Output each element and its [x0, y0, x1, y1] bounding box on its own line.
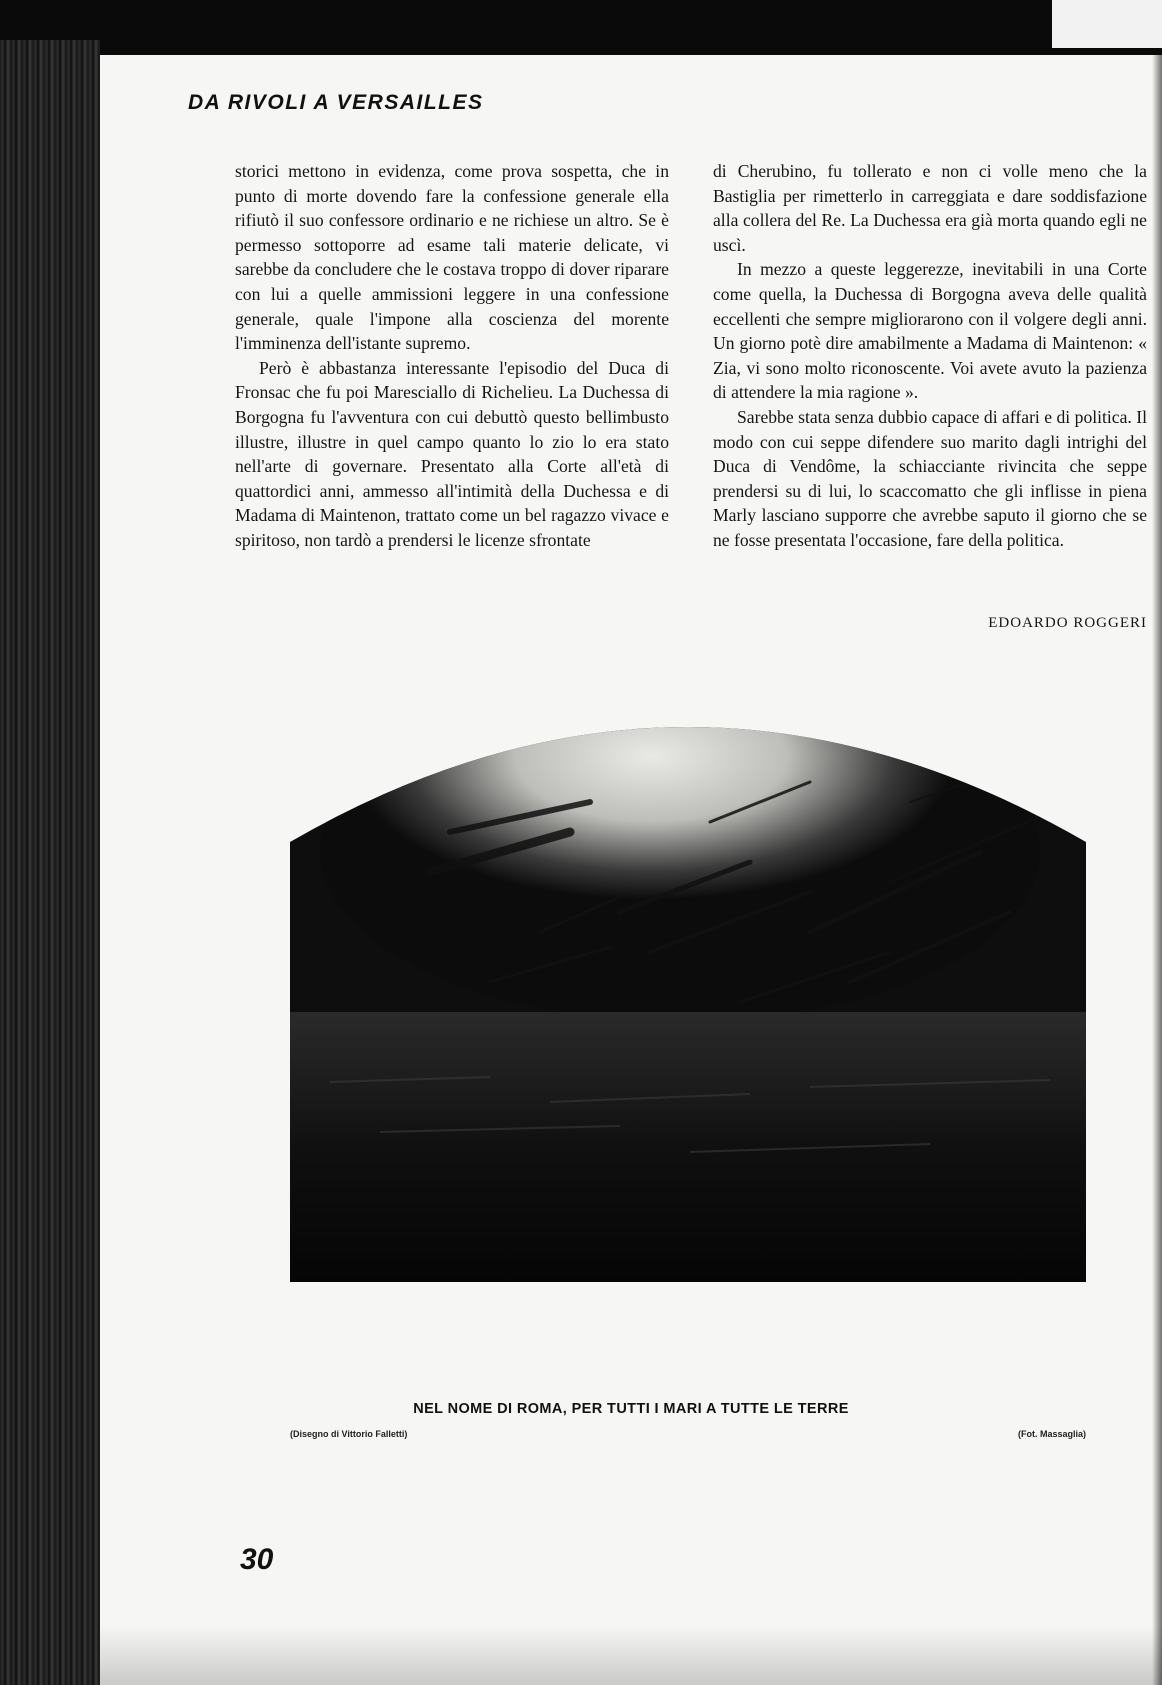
scan-top-corner	[1052, 0, 1162, 48]
right-column	[713, 159, 1147, 553]
page-edge-shadow	[1152, 55, 1162, 1685]
paragraph: Sarebbe stata senza dubbio capace di affari e di politica. Il modo con cui seppe difendere suo marito dagli intrighi del Duca di Vendôme, la schiacciante rivincita che seppe prendersi su di lui, lo scaccomatto che gli inflisse in piena Marly lasciano supporre che avrebbe saputo il giorno che se ne fosse presentata l'occasione, fare della politica.	[713, 406, 1147, 550]
paragraph: di Cherubino, fu tollerato e non ci volle meno che la Bastiglia per rimetterlo in carreggiata e dare soddisfazione alla collera del Re. La Duchessa era già morta quando egli ne uscì.	[713, 161, 1147, 255]
magazine-page	[100, 55, 1162, 1685]
paragraph: Però è abbastanza interessante l'episodio del Duca di Fronsac che fu poi Maresciallo di Richelieu. La Duchessa di Borgogna fu l'avventura con cui debuttò questo bellimbusto illustre, illustre in quel campo quanto lo zio lo era stato nell'arte di governare. Presentato alla Corte all'età di quattordici anni, ammesso all'intimità della Duchessa e di Madama di Maintenon, trattato come un bel ragazzo vivace e spiritoso, non tardò a prendersi le licenze sfrontate	[235, 357, 669, 550]
illustration-caption: NEL NOME DI ROMA, PER TUTTI I MARI A TUTTE LE TERRE	[413, 1401, 849, 1417]
book-spine-edge	[0, 40, 100, 1685]
seascape-illustration	[290, 682, 1086, 1382]
paragraph: storici mettono in evidenza, come prova sospetta, che in punto di morte dovendo fare la confessione generale ella rifiutò il suo confessore ordinario e ne richiese un altro. Se è permesso sottoporre ad esame tali materie delicate, vi sarebbe da concludere che le costava troppo di dover riparare con lui a quelle ammissioni leggere in una confessione generale, quale l'impone alla coscienza del morente l'imminenza dell'istante supremo.	[235, 161, 669, 354]
page-number: 30	[240, 1543, 274, 1576]
paragraph: In mezzo a queste leggerezze, inevitabili in una Corte come quella, la Duchessa di Borgogna aveva delle qualità eccellenti che sempre migliorarono con il volgere degli anni. Un giorno potè dire amabilmente a Madama di Maintenon: « Zia, vi sono molto riconoscente. Voi avete avuto la pazienza di attendere la mia ragione ».	[713, 259, 1147, 403]
illustration-credit: (Disegno di Vittorio Falletti)	[290, 1429, 408, 1439]
author-signature: EDOARDO ROGGERI	[988, 615, 1147, 631]
page-bottom-shadow	[100, 1625, 1162, 1685]
left-column	[235, 159, 669, 553]
photo-credit: (Fot. Massaglia)	[1017, 1429, 1086, 1439]
running-head: DA RIVOLI A VERSAILLES	[188, 91, 484, 114]
scan-top-border	[0, 0, 1162, 60]
